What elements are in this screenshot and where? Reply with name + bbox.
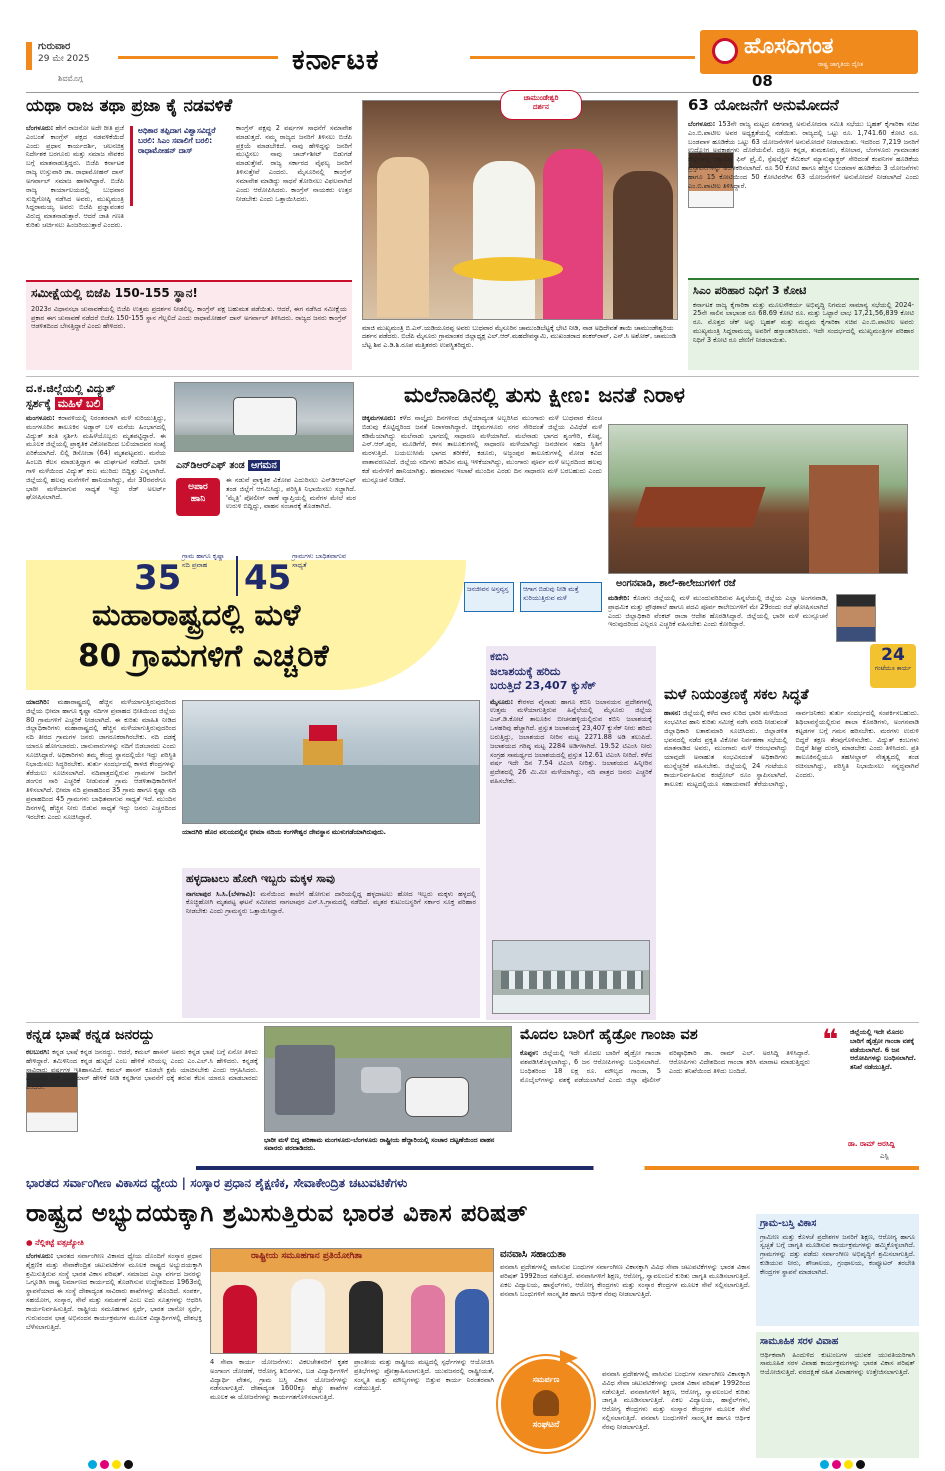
malenadu-photo-caption: ಅಂಗನವಾಡಿ, ಶಾಲೆ-ಕಾಲೇಜುಗಳಿಗೆ ರಜೆ (616, 578, 736, 589)
paper-tagline: ರಾಷ್ಟ್ರ ಜಾಗೃತಿಯ ದೈನಿಕ (818, 61, 864, 68)
vanavasi-body: ವನವಾಸಿ ಪ್ರದೇಶಗಳಲ್ಲಿ ವಾಸಿಸುವ ಬಂಧುಗಳ ಸರ್ವಾಂಗೀಣ ವಿಕಾಸಕ್ಕಾಗಿ ವಿವಿಧ ಸೇವಾ ಚಟುವಟಿಕೆಗಳನ್ನು ಭಾರತ ವಿಕಾಸ ಪರಿಷತ್ 1992ರಿಂದ ನಡೆಸುತ್ತಿದೆ. ವನವಾಸಿಗಳಿಗೆ ಶಿಕ್ಷಣ, ಆರೋಗ್ಯ, ಸ್ವಾವಲಂಬನೆ ಕುರಿತು ಜಾಗೃತಿ ಮೂಡಿಸಲಾಗುತ್ತಿದೆ. ಏಕಲ ವಿದ್ಯಾಲಯ, ಹಾಸ್ಟೆಲ್‌ಗಳು, ಆರೋಗ್ಯ ಕೇಂದ್ರಗಳು ಮತ್ತು ಸಂಸ್ಕಾರ ಕೇಂದ್ರಗಳ ಮೂಲಕ ಸೇವೆ ಸಲ್ಲಿಸಲಾಗುತ್ತಿದೆ. ವನವಾಸಿ ಬಂಧುಗಳಿಗೆ ಸಾಂಸ್ಕೃತಿಕ ಹಾಗೂ ಆರ್ಥಿಕ ನೆರವು ನೀಡಲಾಗುತ್ತಿದೆ. (500, 1263, 750, 1298)
registration-dot-yellow-right (844, 1460, 853, 1469)
story-survey-body: 2023ರ ವಿಧಾನಸಭಾ ಚುನಾವಣೆಯಲ್ಲಿ ಬಿಜೆಪಿ ಉತ್ತಮ ಪ್ರದರ್ಶನ ನೀಡಲಿಲ್ಲ. ಕಾಂಗ್ರೆಸ್ ಪಕ್ಷ ಬಹುಮತ ಪಡೆಯಿತು. ಆದರೆ, ಈಗ ನಡೆಸಿದ ಸಮೀಕ್ಷೆಯ ಪ್ರಕಾರ ಈಗ ಚುನಾವಣೆ ನಡೆದರೆ ಬಿಜೆಪಿ 150-155 ಸ್ಥಾನ ಗೆಲ್ಲಲಿದೆ ಎಂದು ರಾಧಾಮೋಹನ್ ದಾಸ್ ಅಗರ್ವಾಲ್ ತಿಳಿಸಿದರು. ರಾಜ್ಯದ ಜನರು ಕಾಂಗ್ರೆಸ್ ಆಡಳಿತದಿಂದ ಬೇಸತ್ತಿದ್ದಾರೆ ಎಂದು ಹೇಳಿದರು. (31, 304, 347, 331)
maha-stat2-number: 45 (244, 558, 292, 598)
masthead (0, 0, 945, 88)
highway-car-1 (405, 1077, 469, 1117)
highway-caption: ಭಾರೀ ಮಳೆ ಬಿದ್ದ ಪರಿಣಾಮ ಮಂಗಳೂರು-ಬೆಂಗಳೂರು ರಾಷ್ಟ್ರೀಯ ಹೆದ್ದಾರಿಯಲ್ಲಿ ಸಂಚಾರ ದಟ್ಟಣೆಯಿಂದ ವಾಹನ ಸವಾರರು ಪರದಾಡಿದರು. (264, 1136, 495, 1153)
masthead-divider (118, 56, 278, 59)
marriage-title: ಸಾಮೂಹಿಕ ಸರಳ ವಿವಾಹ (760, 1336, 839, 1347)
story-ganja (520, 1026, 810, 1166)
masthead-city: ಶಿವಮೊಗ್ಗ (58, 74, 83, 83)
feature-byline-icon: ● (26, 1238, 33, 1247)
kabini-title-line3: ಬರುತ್ತಿದೆ 23,407 ಕ್ಯುಸೆಕ್ (490, 679, 596, 693)
masthead-divider-right (470, 56, 695, 59)
temple-photo-tag (500, 90, 582, 120)
ganja-body: ಜಿಲ್ಲೆಯಲ್ಲಿ ಇದೇ ಮೊದಲ ಬಾರಿಗೆ ಹೈಡ್ರೋ ಗಾಂಜಾ ವಶಪಡಿಸಿಕೊಳ್ಳಲಾಗಿದ್ದು, 6 ಜನ ಆರೋಪಿಗಳನ್ನು ಬಂಧಿಸಲಾಗಿದೆ. ಬಂಧಿತರಿಂದ 18 ಲಕ್ಷ ರೂ. ಮೌಲ್ಯದ ಗಾಂಜಾ, 5 ಮೊಬೈಲ್‌ಗಳನ್ನು ವಶಕ್ಕೆ ಪಡೆಯಲಾಗಿದೆ ಎಂದು ಜಿಲ್ಲಾ ಪೊಲೀಸ್ ವರಿಷ್ಠಾಧಿಕಾರಿ ಡಾ. ರಾಮ್ ಎಲ್. ಅರಸಿದ್ದಿ ತಿಳಿಸಿದ್ದಾರೆ. ಆರೋಪಿಗಳು ವಿದೇಶದಿಂದ ಗಾಂಜಾ ತರಿಸಿ ಮಾರಾಟ ಮಾಡುತ್ತಿದ್ದರು ಎಂದು ತನಿಖೆಯಿಂದ ತಿಳಿದು ಬಂದಿದೆ. (520, 1049, 810, 1084)
maha-stat2-label: ಗ್ರಾಮಗಳು ಬಾಧಿತವಾಗುವ ಸಾಧ್ಯತೆ (292, 552, 347, 569)
vanavasi-title: ವನವಾಸಿ ಸಹಾಯತಾ (500, 1249, 567, 1260)
row1-rule (26, 376, 919, 377)
maha-title-line2: 80 ಗ್ರಾಮಗಳಿಗೆ ಎಚ್ಚರಿಕೆ (78, 638, 329, 674)
rain-ready-title: ಮಳೆ ನಿಯಂತ್ರಣಕ್ಕೆ ಸಕಲ ಸಿದ್ಧತೆ (664, 687, 809, 703)
story-malenadu-dateline: ಚಿಕ್ಕಮಗಳೂರು: (362, 414, 396, 422)
feature-body-mid: 4 ಸೇವಾ ಕಾರ್ಯ ಯೋಜನೆಗಳು: ವಿಕಲಚೇತನರಿಗೆ ಕೃತಕ ಅಂಗಾಂಗ ಜೋಡಣೆ, ಆರೋಗ್ಯ ಶಿಬಿರಗಳು, ಬಡ ವಿದ್ಯಾರ್ಥಿಗಳಿಗೆ ವಿದ್ಯಾರ್ಥಿ ವೇತನ, ಗ್ರಾಮ ಬಸ್ತಿ ವಿಕಾಸ ಯೋಜನೆಗಳನ್ನು ನಡೆಸಲಾಗುತ್ತಿದೆ. ದೇಶಾದ್ಯಂತ 1600ಕ್ಕೂ ಹೆಚ್ಚು ಶಾಖೆಗಳ ಮೂಲಕ ಈ ಯೋಜನೆಗಳನ್ನು ಕಾರ್ಯಗತಗೊಳಿಸಲಾಗುತ್ತಿದೆ. (210, 1358, 348, 1402)
maha-body: ಮಹಾರಾಷ್ಟ್ರದಲ್ಲಿ ಹೆಚ್ಚಿನ ಮಳೆಯಾಗುತ್ತಿರುವುದರಿಂದ ಜಿಲ್ಲೆಯ ಭೀಮಾ ಹಾಗೂ ಕೃಷ್ಣಾ ನದಿಗಳ ಪ್ರವಾಹದ ಭೀತಿಯಿಂದ ಜಿಲ್ಲೆಯ 80 ಗ್ರಾಮಗಳಿಗೆ ಎಚ್ಚರಿಕೆ ನೀಡಲಾಗಿದೆ. ಈ ಕುರಿತು ಮಾಹಿತಿ ನೀಡಿದ ಜಿಲ್ಲಾಧಿಕಾರಿಗಳು ಮಹಾರಾಷ್ಟ್ರದಲ್ಲಿ ಹೆಚ್ಚಿನ ಮಳೆಯಾಗುತ್ತಿರುವುದರಿಂದ ನದಿ ತೀರದ ಗ್ರಾಮಗಳ ಜನರು ಜಾಗರೂಕರಾಗಿರಬೇಕು. ನದಿ ದಡಕ್ಕೆ ಯಾರೂ ಹೋಗಬಾರದು. ಜಾನುವಾರುಗಳನ್ನು ನದಿಗೆ ಬಿಡಬಾರದು ಎಂದು ಸೂಚಿಸಿದ್ದಾರೆ. ಅಧಿಕಾರಿಗಳು ತಮ್ಮ ಕೇಂದ್ರ ಸ್ಥಾನದಲ್ಲಿಯೇ ಇದ್ದು ಪರಿಸ್ಥಿತಿ ನಿಭಾಯಿಸಲು ಸಿದ್ಧರಿರಬೇಕು. ತುರ್ತು ಸಂದರ್ಭದಲ್ಲಿ ಕಾಳಜಿ ಕೇಂದ್ರಗಳನ್ನು ತೆರೆಯಲು ಸೂಚಿಸಲಾಗಿದೆ. ನದಿಪಾತ್ರದಲ್ಲಿರುವ ಗ್ರಾಮಗಳ ಜನರಿಗೆ ಡಂಗುರ ಸಾರಿ ಎಚ್ಚರಿಕೆ ನೀಡುವಂತೆ ಗ್ರಾಮ ಆಡಳಿತಾಧಿಕಾರಿಗಳಿಗೆ ತಿಳಿಸಲಾಗಿದೆ. ಭೀಮಾ ನದಿ ಪ್ರವಾಹದಿಂದ 35 ಗ್ರಾಮ ಹಾಗೂ ಕೃಷ್ಣಾ ನದಿ ಪ್ರವಾಹದಿಂದ 45 ಗ್ರಾಮಗಳು ಬಾಧಿತವಾಗುವ ಸಾಧ್ಯತೆ ಇದೆ. ಮುಂದಿನ ದಿನಗಳಲ್ಲಿ ಹೆಚ್ಚಿನ ನೀರು ಬಿಡುವ ಸಾಧ್ಯತೆ ಇದ್ದು ಜನರು ಎಚ್ಚರದಿಂದ ಇರಬೇಕು ಎಂದು ಸೂಚಿಸಿದ್ದಾರೆ. (26, 698, 176, 821)
feature-body-wrap (26, 1252, 202, 1460)
ganja-body-wrap (520, 1049, 810, 1161)
badge-24-number: 24 (881, 645, 905, 665)
kannada-title: ಕನ್ನಡ ಭಾಷೆ ಕನ್ನಡ ಜನರದ್ದು (26, 1027, 155, 1043)
divider-strip (196, 1166, 919, 1170)
masthead-rule (26, 92, 919, 93)
damage-badge (176, 478, 220, 516)
story-cm-fund (688, 278, 919, 370)
gram-title: ಗ್ರಾಮ-ಬಸ್ತಿ ವಿಕಾಸ (760, 1218, 817, 1229)
highway-car-2 (361, 1067, 401, 1093)
malenadu-tag2: ಆಗಾಗ ಬಿಡುವು ನೀಡಿ ಮತ್ತೆ ಸುರಿಯುತ್ತಿರುವ ಮಳೆ (520, 582, 602, 612)
seal-text: ಸಮರ್ಪಣ (532, 1375, 560, 1384)
river-photo-caption: ಯಾದಗಿರಿ ಹೊರ ವಲಯದಲ್ಲಿನ ಭೀಮಾ ನದಿಯ ಕಂಗಳೇಶ್ವರ ದೇವಸ್ಥಾನ ಮುಳುಗಡೆಯಾಗಿರುವುದು. (182, 828, 386, 836)
feature-dateline: ಬೆಂಗಳೂರು: (26, 1252, 54, 1260)
story-drown-body-wrap (186, 890, 476, 1010)
ndrf-title: ಎನ್‌ಡಿಆರ್‌ಎಫ್ ತಂಡ (176, 460, 245, 471)
story-rain-ready (664, 686, 919, 1020)
story-raja-quote-box (130, 126, 230, 206)
story-drown-dateline: ನಾಗಲಾಪುರ ಸಿ.ಸಿ.(ಬೆಳಗಾವಿ): (186, 889, 256, 898)
group-person-5 (455, 1289, 489, 1354)
ndrf-heading (176, 460, 280, 473)
maha-stat1-number: 35 (134, 558, 182, 598)
kabini-title-line2: ಜಲಾಶಯಕ್ಕೆ ಹರಿದು (490, 664, 561, 678)
kannada-dateline: ಕಲಬುರಗಿ: (26, 1048, 50, 1056)
story-63-title: 63 ಯೋಜನೆಗೆ ಅನುಮೋದನೆ (688, 96, 839, 114)
maha-dateline: ಯಾದಗಿರಿ: (26, 698, 50, 706)
story-malenadu (362, 382, 919, 682)
collapsed-house-photo (608, 424, 908, 574)
story-drown (182, 868, 480, 1018)
maha-body-wrap (26, 698, 176, 1018)
highway-truck (275, 1045, 335, 1115)
river-temple-roof (309, 725, 337, 741)
flood-van-photo (174, 382, 354, 452)
damage-badge-line1: ಅಪಾರ (188, 482, 208, 492)
group-song-photo (210, 1248, 494, 1354)
ganja-dateline: ಕೊಪ್ಪಳ: (520, 1049, 539, 1058)
story-gram (756, 1214, 919, 1326)
story-raja-quote: ಅಧಿಕಾರ ತಪ್ಪಿದಾಗ ವಿಶ್ವಾಸವಿದ್ದರೆ ಬರಲಿ: ಸಿಎಂ ಸವಾಲಿಗೆ ಬರಲಿ: ರಾಧಾಮೋಹನ್ ದಾಸ್ (138, 126, 216, 156)
feature-byline-wrap (26, 1238, 84, 1248)
temple-tag-line2: ದರ್ಶನ (533, 103, 549, 112)
kabini-title-line1: ಕಬಿನಿ (490, 650, 509, 663)
page-number: 08 (752, 72, 773, 90)
flood-water (175, 435, 354, 452)
story-kannada (26, 1026, 258, 1166)
masthead-day: ಗುರುವಾರ (38, 41, 71, 52)
story-vanavasi (500, 1248, 750, 1356)
story-raja-dateline: ಬೆಂಗಳೂರು: (26, 124, 54, 132)
ganja-quote: ಜಿಲ್ಲೆಯಲ್ಲಿ ಇದೇ ಮೊದಲ ಬಾರಿಗೆ ಹೈಡ್ರೋ ಗಾಂಜಾ ವಶಕ್ಕೆ ಪಡೆಯಲಾಗಿದೆ. 6 ಜನ ಆರೋಪಿಗಳನ್ನು ಬಂಧಿಸಲಾಗಿದೆ. ತನಿಖೆ ನಡೆಯುತ್ತಿದೆ. (850, 1028, 916, 1072)
story-malenadu-title: ಮಲೆನಾಡಿನಲ್ಲಿ ತುಸು ಕ್ಷೀಣ: ಜನತೆ ನಿರಾಳ (404, 383, 685, 407)
story-malenadu-body: ಕಳೆದ ನಾಲ್ಕೈದು ದಿನಗಳಿಂದ ಜಿಲ್ಲೆಯಾದ್ಯಂತ ಅಬ್ಬರಿಸಿದ ಮುಂಗಾರು ಮಳೆ ಬುಧವಾರ ಕೊಂಚ ಬಿಡುವು ಕೊಟ್ಟಿದ್ದರಿಂದ ಜನತೆ ನಿರಾಳರಾಗಿದ್ದಾರೆ. ಚಿಕ್ಕಮಗಳೂರು ನಗರ ಸೇರಿದಂತೆ ಜಿಲ್ಲೆಯ ವಿವಿಧೆಡೆ ಮಳೆ ಕಡಿಮೆಯಾಗಿದ್ದು ಮಲೆನಾಡು ಭಾಗದಲ್ಲಿ ಸಾಧಾರಣ ಮಳೆಯಾಗಿದೆ. ಮಲೆನಾಡು ಭಾಗದ ಶೃಂಗೇರಿ, ಕೊಪ್ಪ, ಎನ್.ಆರ್.ಪುರ, ಮೂಡಿಗೆರೆ, ಕಳಸ ತಾಲೂಕುಗಳಲ್ಲಿ ಸಾಧಾರಣ ಮಳೆಯಾಗಿದ್ದು ಜನಜೀವನ ಸಹಜ ಸ್ಥಿತಿಗೆ ಮರಳುತ್ತಿದೆ. ಬಯಲುಸೀಮೆ ಭಾಗದ ತರೀಕೆರೆ, ಕಡೂರು, ಅಜ್ಜಂಪುರ ತಾಲೂಕುಗಳಲ್ಲಿ ಮೋಡ ಕವಿದ ವಾತಾವರಣವಿದೆ. ಜಿಲ್ಲೆಯ ನದಿಗಳು ಹರಿವಿನ ಮಟ್ಟ ಇಳಿಕೆಯಾಗಿದ್ದು, ಮುಂಗಾರು ಪೂರ್ವ ಮಳೆ ಅಬ್ಬರದಿಂದ ಹಲವು ಕಡೆ ಮನೆಗಳಿಗೆ ಹಾನಿಯಾಗಿತ್ತು. ಹವಾಮಾನ ಇಲಾಖೆ ಮುಂದಿನ ಎರಡು ದಿನ ಸಾಧಾರಣ ಮಳೆ ಬರಬಹುದು ಎಂದು ಮುನ್ಸೂಚನೆ ನೀಡಿದೆ. (362, 414, 602, 484)
story-kabini (486, 646, 656, 1020)
ganja-quote-author: ಡಾ. ರಾಮ್ ಅರಸಿದ್ದಿ (848, 1140, 895, 1148)
feature-body-right: ವನವಾಸಿ ಪ್ರದೇಶಗಳಲ್ಲಿ ವಾಸಿಸುವ ಬಂಧುಗಳ ಸರ್ವಾಂಗೀಣ ವಿಕಾಸಕ್ಕಾಗಿ ವಿವಿಧ ಸೇವಾ ಚಟುವಟಿಕೆಗಳನ್ನು ಭಾರತ ವಿಕಾಸ ಪರಿಷತ್ 1992ರಿಂದ ನಡೆಸುತ್ತಿದೆ. ವನವಾಸಿಗಳಿಗೆ ಶಿಕ್ಷಣ, ಆರೋಗ್ಯ, ಸ್ವಾವಲಂಬನೆ ಕುರಿತು ಜಾಗೃತಿ ಮೂಡಿಸಲಾಗುತ್ತಿದೆ. ಏಕಲ ವಿದ್ಯಾಲಯ, ಹಾಸ್ಟೆಲ್‌ಗಳು, ಆರೋಗ್ಯ ಕೇಂದ್ರಗಳು ಮತ್ತು ಸಂಸ್ಕಾರ ಕೇಂದ್ರಗಳ ಮೂಲಕ ಸೇವೆ ಸಲ್ಲಿಸಲಾಗುತ್ತಿದೆ. ವನವಾಸಿ ಬಂಧುಗಳಿಗೆ ಸಾಂಸ್ಕೃತಿಕ ಹಾಗೂ ಆರ್ಥಿಕ ನೆರವು ನೀಡಲಾಗುತ್ತಿದೆ. (602, 1370, 750, 1431)
ganja-title: ಮೊದಲ ಬಾರಿಗೆ ಹೈಡ್ರೋ ಗಾಂಜಾ ವಶ (520, 1027, 698, 1043)
temple-photo-figure-left (377, 157, 429, 317)
story-raja-body2: ಕಾಂಗ್ರೆಸ್ ಪಕ್ಷವು 2 ವರ್ಷಗಳ ಸಾಧನೆಗೆ ಸಮಾವೇಶ ಮಾಡುತ್ತದೆ. ನಮ್ಮ ರಾಜ್ಯದ ಜನರಿಗೆ ತಿಳಿಸಲು ಬಿಜೆಪಿ ಪ್ರಕ್ರಿಯೆ ಮಾಡಬೇಕಿದೆ. ನಾವು ಹೇಳಿದ್ದನ್ನು ಜನರಿಗೆ ಮುಟ್ಟಿಸಲು ನಾವು ಚಾರ್ಜ್‌ಶೀಟ್ ಬಿಡುಗಡೆ ಮಾಡುತ್ತೇವೆ. ರಾಜ್ಯ ಸರ್ಕಾರದ ವೈಫಲ್ಯ ಜನರಿಗೆ ತಿಳಿಸುತ್ತೇವೆ ಎಂದರು. ಮೈಸೂರಿನಲ್ಲಿ ಕಾಂಗ್ರೆಸ್ ಸಮಾವೇಶ ಮಾಡಿದ್ದು ಸಾಧನೆ ತೋರಿಸಲು ವಿಫಲವಾಗಿದೆ ಎಂದು ಆರೋಪಿಸಿದರು. ಕಾಂಗ್ರೆಸ್ ನಾಯಕರು ಉತ್ತರ ನೀಡಬೇಕು ಎಂದು ಒತ್ತಾಯಿಸಿದರು. (236, 124, 352, 203)
story-raja (26, 96, 352, 276)
badge-24 (870, 644, 916, 688)
seal-sub: ಸಂಘಟನೆ (532, 1419, 560, 1430)
registration-dot-magenta-right (832, 1460, 841, 1469)
temple-photo (362, 100, 678, 320)
feature-title: ರಾಷ್ಟ್ರದ ಅಭ್ಯುದಯಕ್ಕಾಗಿ ಶ್ರಮಿಸುತ್ತಿರುವ ಭಾರತ ವಿಕಾಸ ಪರಿಷತ್ (26, 1199, 528, 1227)
river-temple-photo (182, 700, 480, 824)
kannada-body: ಕನ್ನಡ ಭಾಷೆ ಕನ್ನಡ ಜನರದ್ದು. ಆದರೆ, ಕಮಲ್ ಹಾಸನ್ ಅವರು ಕನ್ನಡ ಭಾಷೆ ಬಗ್ಗೆ ಏನೋ ತಿಳಿದು ಹೇಳಿದ್ದಾರೆ. ತಮಿಳಿನಿಂದ ಕನ್ನಡ ಹುಟ್ಟಿದೆ ಎಂಬ ಹೇಳಿಕೆ ಸರಿಯಲ್ಲ ಎಂದು ಎಂ.ಎಲ್.ಸಿ ಹೇಳಿದರು. ಕನ್ನಡಕ್ಕೆ ಸಾವಿರಾರು ವರ್ಷಗಳ ಇತಿಹಾಸವಿದೆ. ಕಮಲ್ ಹಾಸನ್ ಕೂಡಲೇ ಕ್ಷಮೆ ಯಾಚಿಸಬೇಕು ಎಂದು ಆಗ್ರಹಿಸಿದರು. ಎಂಎಲ್‌ಸಿ ಎನ್.ರವಿಕುಮಾರ್ ಹೇಳಿಕೆ ನೀಡಿ ಕನ್ನಡಿಗರ ಭಾವನೆಗೆ ಧಕ್ಕೆ ತರುವ ಕೆಲಸ ಯಾರೂ ಮಾಡಬಾರದು ಎಂದರು. (26, 1048, 258, 1092)
temple-photo-figure-pink (543, 149, 603, 320)
holiday-body: ಕೊಡಗು ಜಿಲ್ಲೆಯಲ್ಲಿ ಮಳೆ ಮುಂದುವರಿದಿರುವ ಹಿನ್ನಲೆಯಲ್ಲಿ ಜಿಲ್ಲೆಯ ಎಲ್ಲಾ ಅಂಗನವಾಡಿ, ಪ್ರಾಥಮಿಕ ಮತ್ತು ಪ್ರೌಢಶಾಲೆ ಹಾಗೂ ಪದವಿ ಪೂರ್ವ ಕಾಲೇಜುಗಳಿಗೆ ಮೇ 29ರಂದು ರಜೆ ಘೋಷಿಸಲಾಗಿದೆ ಎಂದು ಜಿಲ್ಲಾಧಿಕಾರಿ ವೆಂಕಟ್ ರಾಜಾ ಆದೇಶ ಹೊರಡಿಸಿದ್ದಾರೆ. ಜಿಲ್ಲೆಯಲ್ಲಿ ಭಾರೀ ಮಳೆ ಮುನ್ಸೂಚನೆ ಇರುವುದರಿಂದ ಎಲ್ಲರೂ ಎಚ್ಚರಿಕೆ ವಹಿಸಬೇಕು ಎಂದು ಕೋರಿದ್ದಾರೆ. (608, 594, 828, 629)
ganja-quote-box (818, 1023, 919, 1166)
maha-stats (130, 548, 430, 598)
paper-name: ಹೊಸದಿಗಂತ (744, 34, 834, 59)
story-survey (26, 280, 352, 370)
river-temple-shape (303, 739, 343, 767)
registration-dot-black-left (124, 1460, 133, 1469)
badge-24-text: ಗಂಟೆಯೂ ಕಾರ್ಯ (874, 664, 912, 672)
story-dk-title-line1: ದ.ಕ.ಜಿಲ್ಲೆಯಲ್ಲಿ ವಿದ್ಯುತ್ (26, 382, 116, 395)
row3-rule (26, 1022, 919, 1023)
story-drown-body: ಮನೆಯಿಂದ ಶಾಲೆಗೆ ಹೋಗುವ ದಾರಿಯಲ್ಲಿದ್ದ ಹಳ್ಳದಾಟಲು ಹೋದ ಇಬ್ಬರು ಮಕ್ಕಳು ಹಳ್ಳದಲ್ಲಿ ಕೊಚ್ಚಿಹೋಗಿ ಮೃತಪಟ್ಟ ಘಟನೆ ಸಮೀಪದ ನಾಗಲಾಪುರ ಎಸ್.ಸಿ.ಗ್ರಾಮದಲ್ಲಿ ನಡೆದಿದೆ. ಮೃತರ ಕುಟುಂಬಸ್ಥರಿಗೆ ಸರ್ಕಾರ ಸೂಕ್ತ ಪರಿಹಾರ ನೀಡಬೇಕು ಎಂದು ಗ್ರಾಮಸ್ಥರು ಒತ್ತಾಯಿಸಿದ್ದಾರೆ. (186, 889, 476, 916)
feature-body: ಭಾರತದ ಸರ್ವಾಂಗೀಣ ವಿಕಾಸದ ಧ್ಯೇಯ ದೊಂದಿಗೆ ಸಂಸ್ಕಾರ ಪ್ರಧಾನ ಶೈಕ್ಷಣಿಕ ಮತ್ತು ಸೇವಾಕೇಂದ್ರಿತ ಚಟುವಟಿಕೆಗಳ ಮೂಲಕ ರಾಷ್ಟ್ರದ ಅಭ್ಯುದಯಕ್ಕಾಗಿ ಶ್ರಮಿಸುತ್ತಿರುವ ಸಂಸ್ಥೆ ಭಾರತ ವಿಕಾಸ ಪರಿಷತ್. ಸಮಾಜದ ಎಲ್ಲಾ ವರ್ಗದ ಜನರನ್ನು ಒಗ್ಗೂಡಿಸಿ ರಾಷ್ಟ್ರ ನಿರ್ಮಾಣದ ಕಾರ್ಯದಲ್ಲಿ ತೊಡಗಿಸುವ ಉದ್ದೇಶದಿಂದ 1963ರಲ್ಲಿ ಸ್ಥಾಪನೆಯಾದ ಈ ಸಂಸ್ಥೆ ದೇಶಾದ್ಯಂತ ಸಾವಿರಾರು ಶಾಖೆಗಳನ್ನು ಹೊಂದಿದೆ. ಸಂಪರ್ಕ, ಸಹಯೋಗ, ಸಂಸ್ಕಾರ, ಸೇವೆ ಮತ್ತು ಸಮರ್ಪಣೆ ಎಂಬ ಐದು ಸೂತ್ರಗಳನ್ನು ಆಧರಿಸಿ ಕಾರ್ಯನಿರ್ವಹಿಸುತ್ತಿದೆ. ರಾಷ್ಟ್ರೀಯ ಸಮೂಹಗಾನ ಸ್ಪರ್ಧೆ, ಭಾರತ ಜಾನೋ ಸ್ಪರ್ಧೆ, ಗುರುವಂದನ ಛಾತ್ರ ಅಭಿನಂದನ ಕಾರ್ಯಕ್ರಮಗಳ ಮೂಲಕ ವಿದ್ಯಾರ್ಥಿಗಳಲ್ಲಿ ದೇಶಭಕ್ತಿ ಬೆಳೆಸಲಾಗುತ್ತಿದೆ. (26, 1252, 202, 1331)
damage-badge-line2: ಹಾನಿ (190, 493, 206, 504)
story-dk-title-highlight: ಮಹಿಳೆ ಬಲಿ (55, 397, 104, 410)
registration-dot-black-right (856, 1460, 865, 1469)
story-marriage (756, 1332, 919, 1458)
story-cm-fund-title: ಸಿಎಂ ಪರಿಹಾರ ನಿಧಿಗೆ 3 ಕೋಟಿ (693, 284, 807, 297)
feature-kicker: ಭಾರತದ ಸರ್ವಾಂಗೀಣ ವಿಕಾಸದ ಧ್ಯೇಯ | ಸಂಸ್ಕಾರ ಪ್ರಧಾನ ಶೈಕ್ಷಣಿಕ, ಸೇವಾಕೇಂದ್ರಿತ ಚಟುವಟಿಕೆಗಳು (26, 1176, 408, 1190)
rain-ready-dateline: ಹಾಸನ: (664, 709, 681, 718)
story-raja-body-col2 (236, 124, 352, 274)
dam-gates (501, 971, 643, 989)
story-63 (688, 96, 919, 276)
kabini-body: ಕೇರಳದ ವೈನಾಡು ಹಾಗೂ ಕಬಿನಿ ಜಲಾನಯನ ಪ್ರದೇಶಗಳಲ್ಲಿ ಉತ್ತಮ ಮಳೆಯಾಗುತ್ತಿರುವ ಹಿನ್ನೆಲೆಯಲ್ಲಿ ಮೈಸೂರು ಜಿಲ್ಲೆಯ ಎಚ್.ಡಿ.ಕೋಟೆ ತಾಲೂಕಿನ ಬೀಚನಹಳ್ಳಿಯಲ್ಲಿರುವ ಕಬಿನಿ ಜಲಾಶಯಕ್ಕೆ ಒಳಹರಿವು ಹೆಚ್ಚಾಗಿದೆ. ಪ್ರಸ್ತುತ ಜಲಾಶಯಕ್ಕೆ 23,407 ಕ್ಯುಸೆಕ್ ನೀರು ಹರಿದು ಬರುತ್ತಿದ್ದು, ಜಲಾಶಯದ ನೀರಿನ ಮಟ್ಟ 2271.88 ಅಡಿ ತಲುಪಿದೆ. ಜಲಾಶಯದ ಗರಿಷ್ಠ ಮಟ್ಟ 2284 ಅಡಿಗಳಾಗಿದೆ. 19.52 ಟಿಎಂಸಿ ನೀರು ಸಂಗ್ರಹ ಸಾಮರ್ಥ್ಯದ ಜಲಾಶಯದಲ್ಲಿ ಪ್ರಸ್ತುತ 12.61 ಟಿಎಂಸಿ ನೀರಿದೆ. ಕಳೆದ ವರ್ಷ ಇದೇ ದಿನ 7.54 ಟಿಎಂಸಿ ನೀರಿತ್ತು. ಜಲಾಶಯದ ಹಿನ್ನೀರಿನ ಪ್ರದೇಶದಲ್ಲಿ 26 ಮಿ.ಮೀ ಮಳೆಯಾಗಿದ್ದು, ನದಿ ಪಾತ್ರದ ಜನರು ಎಚ್ಚರಿಕೆ ವಹಿಸಬೇಕು. (490, 697, 652, 785)
house-wall (809, 465, 879, 574)
story-63-body-wrap (688, 120, 919, 280)
group-person-2 (291, 1279, 325, 1354)
group-person-4 (411, 1285, 445, 1354)
story-drown-title: ಹಳ್ಳದಾಟಲು ಹೋಗಿ ಇಬ್ಬರು ಮಕ್ಕಳ ಸಾವು (186, 872, 335, 885)
quote-mark-icon: ❝ (822, 1023, 839, 1056)
gram-body: ಗ್ರಾಮೀಣ ಮತ್ತು ಕೊಳಚೆ ಪ್ರದೇಶಗಳ ಜನರಿಗೆ ಶಿಕ್ಷಣ, ಆರೋಗ್ಯ ಹಾಗೂ ಸ್ವಚ್ಛತೆ ಬಗ್ಗೆ ಜಾಗೃತಿ ಮೂಡಿಸುವ ಕಾರ್ಯಕ್ರಮಗಳನ್ನು ಹಮ್ಮಿಕೊಳ್ಳಲಾಗಿದೆ. ಗ್ರಾಮಗಳನ್ನು ದತ್ತು ಪಡೆದು ಸರ್ವಾಂಗೀಣ ಅಭಿವೃದ್ಧಿಗೆ ಶ್ರಮಿಸಲಾಗುತ್ತಿದೆ. ಕುಡಿಯುವ ನೀರು, ಶೌಚಾಲಯ, ಗ್ರಂಥಾಲಯ, ಕಂಪ್ಯೂಟರ್ ತರಬೇತಿ ಕೇಂದ್ರಗಳ ಸ್ಥಾಪನೆ ಮಾಡಲಾಗಿದೆ. (760, 1232, 915, 1276)
registration-dot-cyan-right (820, 1460, 829, 1469)
rain-ready-body: ಜಿಲ್ಲೆಯಲ್ಲಿ ಕಳೆದ ವಾರ ಸುರಿದ ಭಾರೀ ಮಳೆಯಿಂದ ಸಂಭವಿಸಿದ ಹಾನಿ ಕುರಿತು ಸಮೀಕ್ಷೆ ನಡೆಸಿ ವರದಿ ನೀಡುವಂತೆ ಜಿಲ್ಲಾಧಿಕಾರಿ ಲತಾಕುಮಾರಿ ಸೂಚಿಸಿದರು. ಜಿಲ್ಲಾಡಳಿತ ಭವನದಲ್ಲಿ ನಡೆದ ಪ್ರಕೃತಿ ವಿಕೋಪ ನಿರ್ವಹಣಾ ಸಭೆಯಲ್ಲಿ ಮಾತನಾಡಿದ ಅವರು, ಮುಂಗಾರು ಮಳೆ ಆರಂಭವಾಗಿದ್ದು ಯಾವುದೇ ಅನಾಹುತ ಸಂಭವಿಸದಂತೆ ಅಧಿಕಾರಿಗಳು ಮುನ್ನೆಚ್ಚರಿಕೆ ವಹಿಸಬೇಕು. ಜಿಲ್ಲೆಯಲ್ಲಿ 24 ಗಂಟೆಯೂ ಕಾರ್ಯನಿರ್ವಹಿಸುವ ಕಂಟ್ರೋಲ್ ರೂಂ ಸ್ಥಾಪಿಸಲಾಗಿದೆ. ತಾಲೂಕು ಮಟ್ಟದಲ್ಲಿಯೂ ಸಹಾಯವಾಣಿ ತೆರೆಯಲಾಗಿದ್ದು, ಸಾರ್ವಜನಿಕರು ತುರ್ತು ಸಂದರ್ಭದಲ್ಲಿ ಸಂಪರ್ಕಿಸಬಹುದು. ಶಿಥಿಲಾವಸ್ಥೆಯಲ್ಲಿರುವ ಶಾಲಾ ಕೊಠಡಿಗಳು, ಅಂಗನವಾಡಿ ಕಟ್ಟಡಗಳ ಬಗ್ಗೆ ಗಮನ ಹರಿಸಬೇಕು. ಮರಗಳು ಉರುಳಿ ಬಿದ್ದರೆ ತಕ್ಷಣ ತೆರವುಗೊಳಿಸಬೇಕು. ವಿದ್ಯುತ್ ಕಂಬಗಳು ಬಿದ್ದರೆ ಶೀಘ್ರ ದುರಸ್ತಿ ಮಾಡಬೇಕು ಎಂದು ತಿಳಿಸಿದರು. ಪ್ರತಿ ತಾಲೂಕಿನಲ್ಲಿಯೂ ತಹಸೀಲ್ದಾರ್ ನೇತೃತ್ವದಲ್ಲಿ ತಂಡ ರಚಿಸಲಾಗಿದ್ದು, ಪರಿಸ್ಥಿತಿ ನಿಭಾಯಿಸಲು ಸನ್ನದ್ಧವಾಗಿವೆ ಎಂದರು. (664, 709, 919, 788)
registration-dot-yellow-left (112, 1460, 121, 1469)
story-raja-title: ಯಥಾ ರಾಜ ತಥಾ ಪ್ರಜಾ ಕೈ ನಡವಳಿಕೆ (26, 96, 233, 116)
river-water (183, 765, 480, 824)
temple-tag-line1: ಚಾಮುಂಡೇಶ್ವರಿ (523, 94, 559, 102)
masthead-date: 29 ಮೇ 2025 (38, 54, 90, 64)
story-63-body: 153ನೇ ರಾಜ್ಯ ಮಟ್ಟದ ಏಕಗವಾಕ್ಷಿ ಅನುಮೋದನಾ ಸಮಿತಿ ಸಭೆಯು ಬೃಹತ್ ಕೈಗಾರಿಕಾ ಸಚಿವ ಎಂ.ಬಿ.ಪಾಟೀಲ ಅವರ ಅಧ್ಯಕ್ಷತೆಯಲ್ಲಿ ನಡೆಯಿತು. ರಾಜ್ಯದಲ್ಲಿ ಒಟ್ಟು ರೂ. 1,741.60 ಕೋಟಿ ರೂ. ಬಂಡವಾಳ ಹೂಡಿಕೆಯ ಒಟ್ಟು 63 ಯೋಜನೆಗಳಿಗೆ ಅನುಮೋದನೆ ನೀಡಲಾಯಿತು. ಇದರಿಂದ 7,219 ಜನರಿಗೆ ಉದ್ಯೋಗ ಅವಕಾಶಗಳು ದೊರೆಯಲಿವೆ. ದಕ್ಷಿಣ ಕನ್ನಡ, ತುಮಕೂರು, ಕೋಲಾರ, ಬೆಂಗಳೂರು ಗ್ರಾಮಾಂತರ ಜಿಲ್ಲೆಗಳಲ್ಲಿ ಆಕ್ಸಾಲಿಸ್ ಫಿನ್ ಪ್ರೈ.ಲಿ, ಸ್ಪೆಷಲೈಸ್ಡ್ ಕೆಮಿಕಲ್ ಮ್ಯಾನುಫ್ಯಾಕ್ಚರ್ ಸೇರಿದಂತೆ ಕಂಪನಿಗಳ ಹೂಡಿಕೆಯ ಪ್ರಸ್ತಾವನೆಗಳನ್ನು ಅಂಗೀಕರಿಸಲಾಗಿದೆ. ರೂ 50 ಕೋಟಿ ಹಾಗೂ ಹೆಚ್ಚಿನ ಬಂಡವಾಳ ಹೂಡಿಕೆಯ 3 ಯೋಜನೆಗಳು ಹಾಗೂ 15 ಕೋಟಿಯಿಂದ 50 ಕೋಟಿವರೆಗಿನ 63 ಯೋಜನೆಗಳಿಗೆ ಅನುಮೋದನೆ ನೀಡಲಾಗಿದೆ ಎಂದು ಎಂ.ಬಿ.ಪಾಟೀಲ ತಿಳಿಸಿದ್ದಾರೆ. (688, 120, 919, 190)
dam-photo (492, 940, 650, 1014)
story-cm-fund-body: ಕರ್ನಾಟಕ ರಾಜ್ಯ ಕೈಗಾರಿಕಾ ಮತ್ತು ಮೂಲಸೌಕರ್ಯ ಅಭಿವೃದ್ಧಿ ನಿಗಮದ ಸಾಮಾನ್ಯ ಸಭೆಯಲ್ಲಿ 2024-25ನೇ ಸಾಲಿನ ಲಾಭಾಂಶ ರೂ 68.69 ಕೋಟಿ ರೂ. ಮತ್ತು ಒಟ್ಟಾರೆ ಲಾಭ 17,21,56,839 ಕೋಟಿ ರೂ. ಮೊತ್ತದ ಚೆಕ್ ಅನ್ನು ಬೃಹತ್ ಮತ್ತು ಮಧ್ಯಮ ಕೈಗಾರಿಕಾ ಸಚಿವ ಎಂ.ಬಿ.ಪಾಟೀಲ ಅವರು ಮುಖ್ಯಮಂತ್ರಿ ಸಿದ್ದರಾಮಯ್ಯ ಅವರಿಗೆ ಹಸ್ತಾಂತರಿಸಿದರು. ಇದೇ ಸಂದರ್ಭದಲ್ಲಿ ಮುಖ್ಯಮಂತ್ರಿಗಳ ಪರಿಹಾರ ನಿಧಿಗೆ 3 ಕೋಟಿ ರೂ ದೇಣಿಗೆ ನೀಡಲಾಯಿತು. (693, 300, 914, 344)
samarpana-seal (498, 1356, 594, 1452)
group-person-1 (223, 1285, 257, 1354)
story-dk-dateline: ಮಂಗಳೂರು: (26, 414, 55, 422)
house-roof (633, 487, 766, 527)
kannada-body-wrap (26, 1048, 258, 1166)
holiday-portrait (836, 594, 876, 642)
feature-byline: ನೆಲ್ಲಿಕಟ್ಟೆ ವತ್ಸಜ್ಯೋತಿ (35, 1238, 84, 1247)
registration-dot-cyan-left (88, 1460, 97, 1469)
highway-photo (264, 1026, 512, 1132)
holiday-dateline: ಮಡಿಕೇರಿ: (608, 594, 630, 602)
ndrf-highlight: ಆಗಮನ (248, 460, 280, 471)
feature-body-mid2: ಪ್ರಾಂತೀಯ ಮತ್ತು ರಾಷ್ಟ್ರೀಯ ಮಟ್ಟದಲ್ಲಿ ಸ್ಪರ್ಧೆಗಳನ್ನು ಆಯೋಜಿಸಿ ಪ್ರತಿಭೆಗಳನ್ನು ಪ್ರೋತ್ಸಾಹಿಸಲಾಗುತ್ತಿದೆ. ಯುವಜನರಲ್ಲಿ ರಾಷ್ಟ್ರೀಯತೆ, ಸಂಸ್ಕೃತಿ ಮತ್ತು ಮೌಲ್ಯಗಳನ್ನು ಬಿತ್ತುವ ಕಾರ್ಯ ನಿರಂತರವಾಗಿ ನಡೆಯುತ್ತಿದೆ. (354, 1358, 494, 1393)
kabini-dateline: ಮೈಸೂರು: (490, 697, 514, 706)
maha-stat-divider (236, 556, 238, 596)
rain-ready-body-wrap (664, 709, 919, 1015)
story-survey-title: ಸಮೀಕ್ಷೆಯಲ್ಲಿ ಬಿಜೆಪಿ 150-155 ಸ್ಥಾನ! (31, 286, 198, 300)
section-title: ಕರ್ನಾಟಕ (292, 43, 380, 76)
temple-photo-figure-center (473, 161, 535, 320)
story-dk-title-line2: ಸ್ಪರ್ಶಕ್ಕೆ (26, 396, 51, 410)
ganja-quote-role: ಎಸ್ಪಿ (880, 1152, 889, 1160)
seal-figure-icon (533, 1390, 559, 1416)
kabini-body-wrap (490, 698, 652, 928)
registration-dot-magenta-left (100, 1460, 109, 1469)
maha-title-line1: ಮಹಾರಾಷ್ಟ್ರದಲ್ಲಿ ಮಳೆ (92, 598, 301, 633)
story-63-dateline: ಬೆಂಗಳೂರು: (688, 120, 716, 128)
story-dk-body: ಕರಾವಳಿಯಲ್ಲಿ ನಿರಂತರವಾಗಿ ಮಳೆ ಸುರಿಯುತ್ತಿದ್ದು, ಮಂಗಳೂರಿನ ತಾಲೂಕಿನ ಅಡ್ಯಾರ್ ಬಳಿ ಮನೆಯ ಹಿಂಭಾಗದಲ್ಲಿ ವಿದ್ಯುತ್ ತಂತಿ ಸ್ಪರ್ಶಿಸಿ ಮಹಿಳೆಯೊಬ್ಬರು ಮೃತಪಟ್ಟಿದ್ದಾರೆ. ಈ ಮೂಲಕ ಜಿಲ್ಲೆಯಲ್ಲಿ ಪ್ರಾಕೃತಿಕ ವಿಕೋಪದಿಂದ ಬಲಿಯಾದವರ ಸಂಖ್ಯೆ ಏರಿಕೆಯಾಗಿದೆ. ಲಿಲ್ಲಿ ಡಿಸೋಜಾ (64) ಮೃತಪಟ್ಟವರು. ಮನೆಯ ಹಿಂಬದಿ ಕೆಲಸ ಮಾಡುತ್ತಿದ್ದಾಗ ಈ ದುರ್ಘಟನೆ ನಡೆದಿದೆ. ಭಾರೀ ಗಾಳಿ ಮಳೆಯಿಂದ ವಿದ್ಯುತ್ ಕಂಬ ಮುರಿದು ಬಿದ್ದಿತ್ತು ಎನ್ನಲಾಗಿದೆ. ಜಿಲ್ಲೆಯಲ್ಲಿ ಹಲವು ಮನೆಗಳಿಗೆ ಹಾನಿಯಾಗಿದ್ದು, ಮೇ 30ರವರೆಗೂ ಭಾರೀ ಮಳೆಯಾಗುವ ಸಾಧ್ಯತೆ ಇದ್ದು ರೆಡ್ ಅಲರ್ಟ್ ಘೋಷಿಸಲಾಗಿದೆ. (26, 414, 166, 502)
temple-photo-offering-plate (453, 257, 563, 281)
group-song-banner: ರಾಷ್ಟ್ರೀಯ ಸಮೂಹಗಾನ ಪ್ರತಿಯೋಗಿತಾ (251, 1251, 363, 1261)
logo-emblem-icon (712, 38, 738, 64)
story-raja-body-col1 (26, 124, 124, 264)
maha-stat1-label: ಗ್ರಾಮ ಹಾಗೂ ಕೃಷ್ಣಾ ನದಿ ಪ್ರವಾಹ (182, 552, 225, 569)
flood-van-shape (233, 397, 297, 437)
malenadu-tag1: ಜನಜೀವನ ಅಸ್ತವ್ಯಸ್ತ (464, 582, 514, 612)
temple-photo-figure-right (613, 171, 673, 320)
ndrf-body: ಈ ನಡುವೆ ಪ್ರಾಕೃತಿಕ ವಿಕೋಪ ಎದುರಿಸಲು ಎನ್‌ಡಿಆರ್‌ಎಫ್ ತಂಡ ಜಿಲ್ಲೆಗೆ ಆಗಮಿಸಿದ್ದು, ಪರಿಸ್ಥಿತಿ ನಿಭಾಯಿಸಲು ಸಜ್ಜಾಗಿದೆ. 'ಮೈತ್ರಿ' ಪೋಲೀಸ್ ಠಾಣೆ ವ್ಯಾಪ್ತಿಯಲ್ಲಿ ಮನೆಗಳ ಮೇಲೆ ಮರ ಉರುಳಿ ಬಿದ್ದಿದ್ದು, ವಾಹನ ಸಂಚಾರಕ್ಕೆ ತೊಡಕಾಗಿದೆ. (226, 476, 356, 511)
temple-photo-caption: ಮಾಜಿ ಮುಖ್ಯಮಂತ್ರಿ ಬಿ.ಎಸ್.ಯಡಿಯೂರಪ್ಪ ಅವರು ಬುಧವಾರ ಮೈಸೂರಿನ ಚಾಮುಂಡಿಬೆಟ್ಟಕ್ಕೆ ಭೇಟಿ ನೀಡಿ, ನಾಡ ಅಧಿದೇವತೆ ತಾಯಿ ಚಾಮುಂಡೇಶ್ವರಿಯ ದರ್ಶನ ಪಡೆದರು. ಬಿಜೆಪಿ ಮೈಸೂರು ಗ್ರಾಮಾಂತರ ಜಿಲ್ಲಾಧ್ಯಕ್ಷ ಎಲ್.ಆರ್.ಮಹದೇವಸ್ವಾಮಿ, ಮುಖಂಡರಾದ ಶಂಕರ್‌ರಾವ್, ಎನ್.ಸಿ ಅಶೋಕ್, ಚಾಮುಂಡಿ ಬೆಟ್ಟ ಶಿವ ಎ.ಡಿ.ಶಿ.ರೂಪ ಮತ್ತಿತರರು ಉಪಸ್ಥಿತರಿದ್ದರು. (362, 324, 677, 349)
dateline-bar (26, 42, 32, 70)
group-person-3 (349, 1281, 383, 1354)
story-raja-body1: ಹೇಗೆ ರಾಜನೋ ಅದೇ ರೀತಿ ಪ್ರಜೆ ಎಂಬಂತೆ ಕಾಂಗ್ರೆಸ್ ಪಕ್ಷದ ನಡವಳಿಕೆಯಿದೆ ಎಂದು ಪ್ರಧಾನ ಕಾರ್ಯದರ್ಶಿ, ಚಲನಚಿತ್ರ ನಿರ್ದೇಶಕ ಬರಗೂರು ಮತ್ತು ಸಮಾಜ ಸೇವಕರ ಬಗ್ಗೆ ಮಾತನಾಡುತ್ತಿದ್ದರು. ಬಿಜೆಪಿ ಕರ್ನಾಟಕ ರಾಜ್ಯ ಉಸ್ತುವಾರಿ ಡಾ. ರಾಧಾಮೋಹನ್ ದಾಸ್ ಅಗರ್ವಾಲ್ ಸಮಾಜ ಹಾಳಾಗಿದ್ದಾರೆ. ಬಿಜೆಪಿ ರಾಜ್ಯ ಕಾರ್ಯಾಲಯದಲ್ಲಿ ಬುಧವಾರ ಸುದ್ದಿಗೋಷ್ಠಿ ನಡೆಸಿದ ಅವರು, ಮುಖ್ಯಮಂತ್ರಿ ಸಿದ್ದರಾಮಯ್ಯ ಅವರು ಬಿಜೆಪಿ ಪ್ರಜ್ಞಾವಂತರ ವಿರುದ್ಧ ಮಾತನಾಡುತ್ತಾರೆ. ಆದರೆ ಜಾತಿ ಗಣತಿ ಕುರಿತು ಚರ್ಚಿಸಲು ಹಿಂಜರಿಯುತ್ತಾರೆ ಎಂದರು. (26, 124, 124, 230)
marriage-body: ಆರ್ಥಿಕವಾಗಿ ಹಿಂದುಳಿದ ಕುಟುಂಬಗಳ ಯುವಕ ಯುವತಿಯರಿಗಾಗಿ ಸಾಮೂಹಿಕ ಸರಳ ವಿವಾಹ ಕಾರ್ಯಕ್ರಮಗಳನ್ನು ಭಾರತ ವಿಕಾಸ ಪರಿಷತ್ ಆಯೋಜಿಸುತ್ತಿದೆ. ವರದಕ್ಷಿಣೆ ರಹಿತ ವಿವಾಹಗಳನ್ನು ಉತ್ತೇಜಿಸಲಾಗುತ್ತಿದೆ. (760, 1350, 915, 1377)
